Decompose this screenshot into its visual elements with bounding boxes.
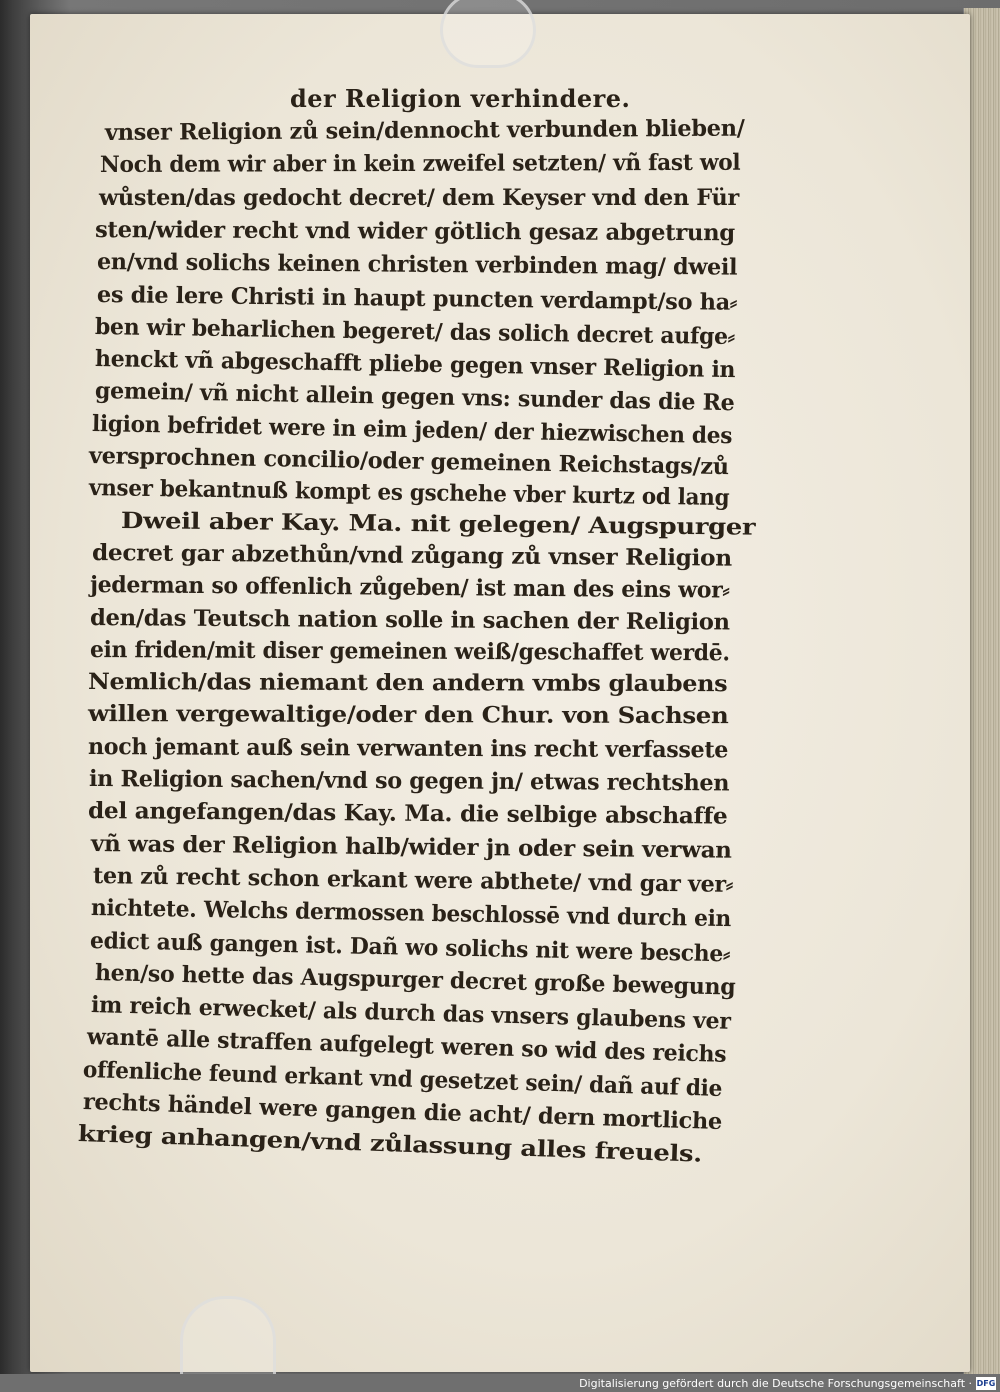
text-line: in Religion sachen/vnd so gegen jn/ etwas rechtshen [88,766,730,797]
text-line: henckt vñ abgeschafft pliebe gegen vnser Religion in [94,346,736,384]
dfg-logo-icon: DFG [976,1379,996,1388]
text-line: versprochnen concilio/oder gemeinen Reichstags/zů [88,443,729,481]
text-line: es die lere Christi in haupt puncten verdampt/so ha⸗ [96,281,738,316]
text-line: ein friden/mit diser gemeinen weiß/geschaffet werdē. [89,636,730,667]
text-line: nichtete. Welchs dermossen beschlossē vnd durch ein [90,895,732,933]
text-line: del angefangen/das Kay. Ma. die selbige abschaffe [87,798,728,830]
text-line: krieg anhangen/vnd zůlassung alles freuels. [77,1121,703,1168]
text-line: vñ was der Religion halb/wider jn oder sein verwan [90,830,732,864]
text-line: ben wir beharlichen begeret/ das solich decret aufge⸗ [94,313,735,350]
text-line: ligion befridet were in eim jeden/ der hiezwischen des [91,410,733,449]
funding-credit: Digitalisierung gefördert durch die Deutsche Forschungsgemeinschaft · [579,1377,972,1390]
text-line: en/vnd solichs keinen christen verbinden mag/ dweil [96,249,738,281]
text-line: rechts händel were gangen die acht/ dern mortliche [82,1089,723,1136]
text-line: gemein/ vñ nicht allein gegen vns: sunder das die Re [94,378,735,417]
text-line: offenliche feund erkant vnd gesetzet sein/ dañ auf die [82,1056,723,1102]
text-line: edict auß gangen ist. Dañ wo solichs nit were besche⸗ [89,927,731,967]
text-line: decret gar abzethůn/vnd zůgang zů vnser Religion [91,539,732,572]
text-line: im reich erwecket/ als durch das vnsers glaubens ver [90,992,731,1035]
page-clip-top [440,0,536,68]
text-line: Dweil aber Kay. Ma. nit gelegen/ Augspurger [120,507,756,541]
running-head: der Religion verhindere. [290,84,631,113]
text-line: den/das Teutsch nation solle in sachen der Religion [89,604,730,635]
text-line: willen vergewaltige/oder den Chur. von Sachsen [87,701,729,730]
text-line: wantē alle straffen aufgelegt weren so wid des reichs [86,1024,727,1069]
text-line: jederman so offenlich zůgeben/ ist man des eins wor⸗ [89,572,730,604]
text-line: ten zů recht schon erkant were abthete/ vnd gar ver⸗ [92,862,734,898]
text-line: Noch dem wir aber in kein zweifel setzten/ vñ fast wol [99,150,741,179]
text-line: vnser bekantnuß kompt es gschehe vber kurtz od lang [88,475,730,512]
text-line: wůsten/das gedocht decret/ dem Keyser vnd den Für [99,184,739,211]
text-line: Nemlich/das niemant den andern vmbs glaubens [87,669,728,698]
text-line: noch jemant auß sein verwanten ins recht verfassete [87,733,729,764]
text-line: hen/so hette das Augspurger decret große bewegung [94,959,736,1001]
text-line: sten/wider recht vnd wider götlich gesaz abgetrung [94,216,735,247]
text-line: vnser Religion zů sein/dennocht verbunden blieben/ [104,115,745,146]
